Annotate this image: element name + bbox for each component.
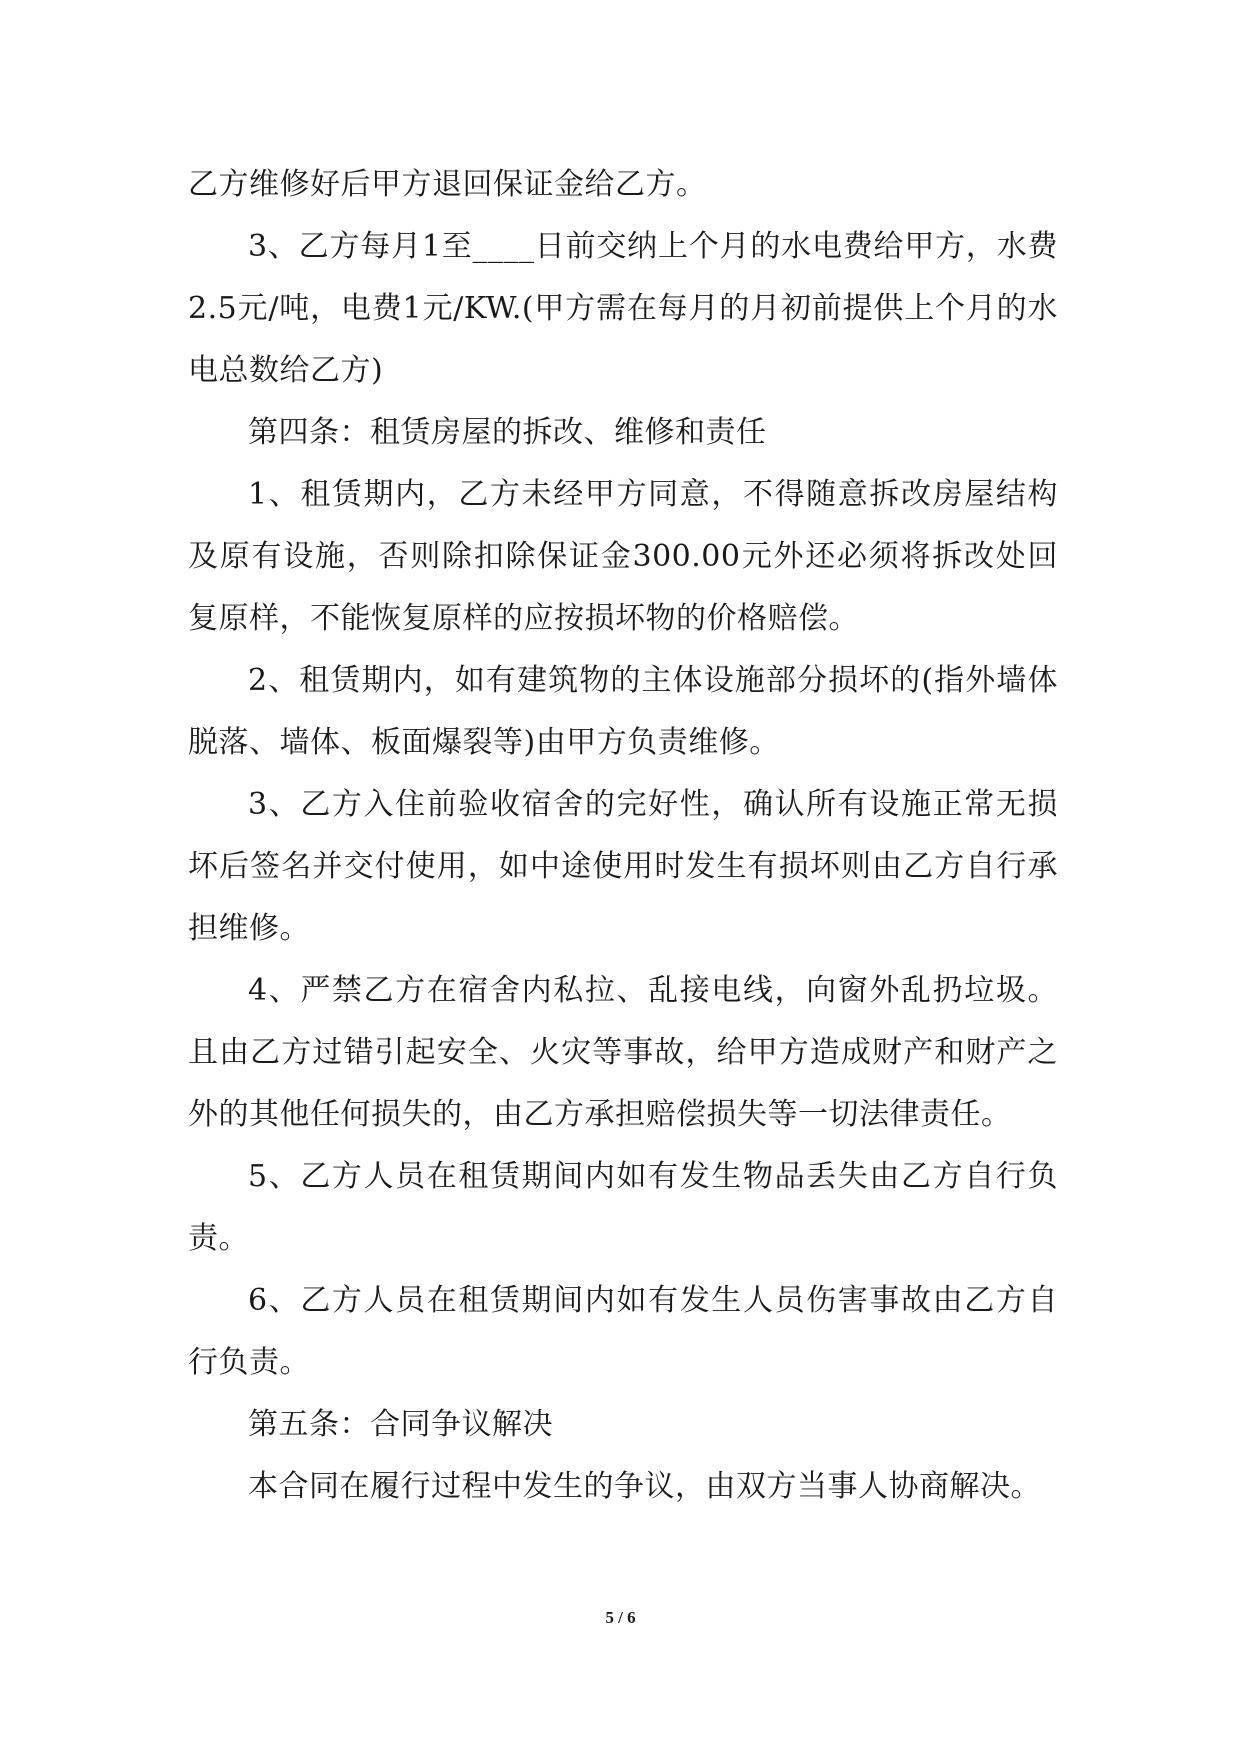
section-heading-article-5: 第五条：合同争议解决 bbox=[248, 1407, 553, 1442]
paragraph-article-4-item-4: 4、严禁乙方在宿舍内私拉、乱接电线，向窗外乱扔垃圾。且由乙方过错引起安全、火灾等事故，给甲方造成财产和财产之外的其他任何损失的，由乙方承担赔偿损失等一切法律责任。 bbox=[188, 973, 1058, 1132]
document-body bbox=[188, 154, 1058, 1518]
paragraph-utility-fees: 3、乙方每月1至____日前交纳上个月的水电费给甲方，水费2.5元/吨，电费1元/KW.(甲方需在每月的月初前提供上个月的水电总数给乙方) bbox=[188, 229, 1058, 388]
paragraph-article-5: 本合同在履行过程中发生的争议，由双方当事人协商解决。 bbox=[248, 1469, 1041, 1504]
section-heading-article-4: 第四条：租赁房屋的拆改、维修和责任 bbox=[248, 415, 767, 450]
paragraph-article-4-item-3: 3、乙方入住前验收宿舍的完好性，确认所有设施正常无损坏后签名并交付使用，如中途使用时发生有损坏则由乙方自行承担维修。 bbox=[188, 787, 1058, 946]
paragraph-article-4-item-6: 6、乙方人员在租赁期间内如有发生人员伤害事故由乙方自行负责。 bbox=[188, 1283, 1058, 1380]
paragraph-article-4-item-2: 2、租赁期内，如有建筑物的主体设施部分损坏的(指外墙体脱落、墙体、板面爆裂等)由甲方负责维修。 bbox=[188, 663, 1058, 760]
page-number: 5 / 6 bbox=[605, 1608, 636, 1627]
paragraph-article-4-item-1: 1、租赁期内，乙方未经甲方同意，不得随意拆改房屋结构及原有设施，否则除扣除保证金300.00元外还必须将拆改处回复原样，不能恢复原样的应按损坏物的价格赔偿。 bbox=[188, 477, 1058, 636]
paragraph-1: 乙方维修好后甲方退回保证金给乙方。 bbox=[188, 167, 707, 202]
paragraph-article-4-item-5: 5、乙方人员在租赁期间内如有发生物品丢失由乙方自行负责。 bbox=[188, 1159, 1058, 1256]
